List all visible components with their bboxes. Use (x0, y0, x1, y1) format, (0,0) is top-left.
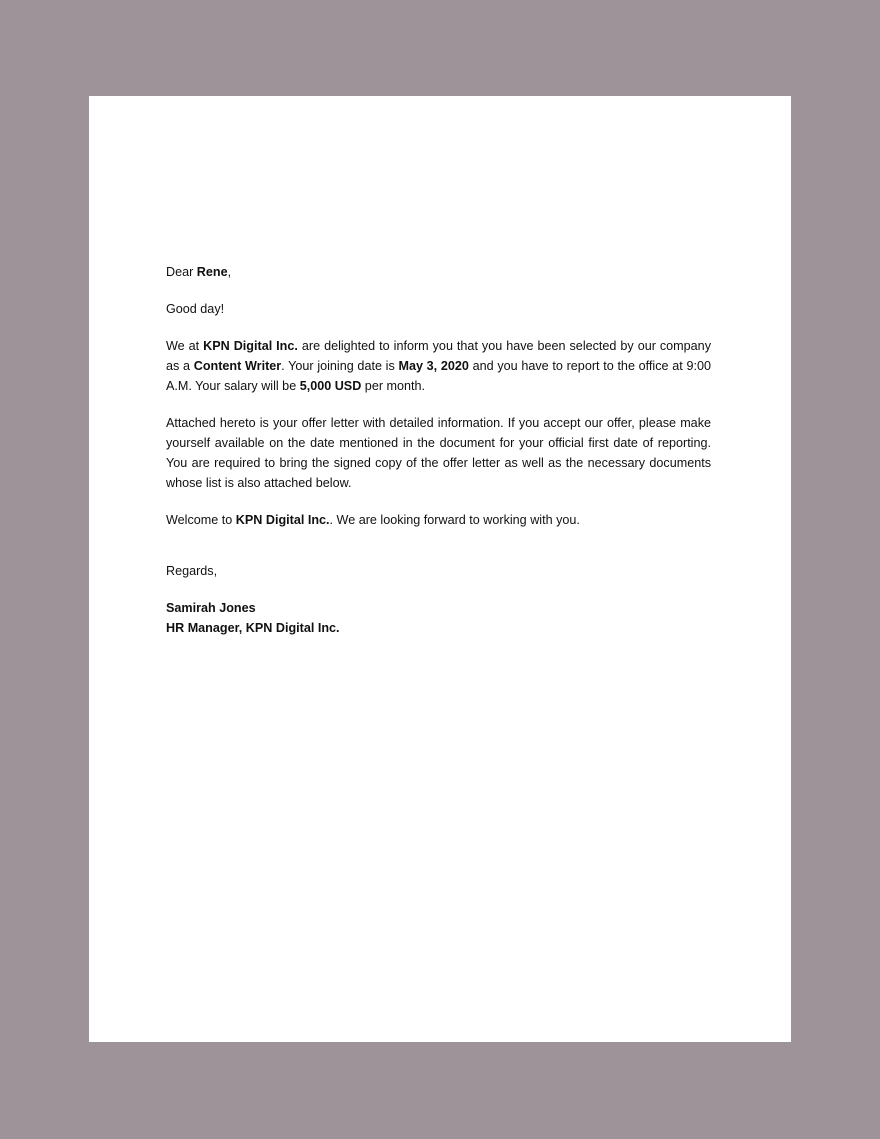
salutation-suffix: , (227, 265, 232, 279)
text-span: . We are looking forward to working with you. (329, 513, 580, 527)
job-position: Content Writer (193, 359, 282, 373)
paragraph-attachment: Attached hereto is your offer letter with detailed information. If you accept our offer, please make yourself available on the date mentioned in the document for your official first date of reporting. You are required to bring the signed copy of the offer letter as well as the necessary documents whose list is also attached below. (166, 416, 711, 490)
paragraph-welcome (166, 510, 711, 530)
document-page (89, 96, 791, 1042)
salutation-prefix: Dear (166, 265, 197, 279)
text-span: . Your joining date is (281, 359, 399, 373)
signature-name: Samirah Jones (166, 601, 256, 615)
salutation (166, 262, 711, 282)
signature-title: HR Manager, KPN Digital Inc. (166, 621, 340, 635)
paragraph-offer (166, 336, 711, 396)
closing: Regards, (166, 564, 218, 578)
text-span: Welcome to (166, 513, 236, 527)
text-span: are delighted to inform you that you have been selected by our company as a (166, 339, 711, 373)
joining-date: May 3, 2020 (398, 359, 469, 373)
letter-body (166, 262, 711, 638)
text-span: and you have to report to the office at 9:00 A.M. Your salary will be (166, 359, 711, 393)
company-name: KPN Digital Inc. (203, 339, 298, 353)
salary-amount: 5,000 USD (299, 379, 362, 393)
recipient-name: Rene (196, 265, 228, 279)
greeting: Good day! (166, 302, 225, 316)
text-span: We at (166, 339, 204, 353)
text-span: per month. (361, 379, 426, 393)
company-name: KPN Digital Inc. (235, 513, 330, 527)
